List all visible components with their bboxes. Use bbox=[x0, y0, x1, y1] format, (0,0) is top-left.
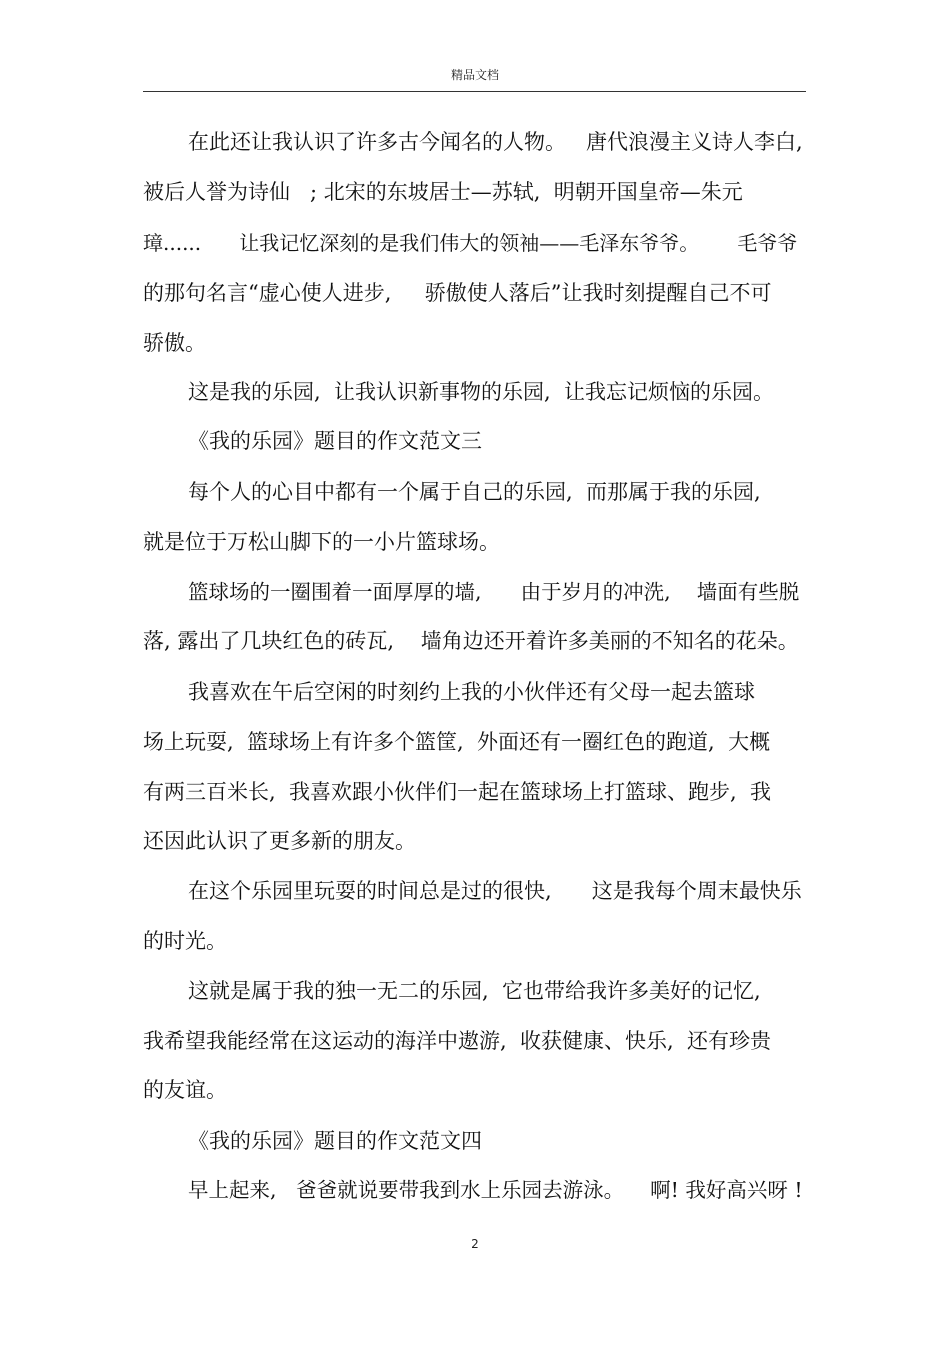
text-line: 的时光。 bbox=[143, 929, 227, 953]
text-line: 我希望我能经常在这运动的海洋中遨游, 收获健康、快乐, 还有珍贵 bbox=[143, 1029, 772, 1053]
text-line: 我喜欢在午后空闲的时刻约上我的小伙伴还有父母一起去篮球 bbox=[188, 680, 755, 704]
text-line: 落, 露出了几块红色的砖瓦, 墙角边还开着许多美丽的不知名的花朵。 bbox=[143, 629, 799, 653]
text-line: 场上玩耍, 篮球场上有许多个篮筐, 外面还有一圈红色的跑道, 大概 bbox=[143, 730, 771, 754]
text-line: 的友谊。 bbox=[143, 1078, 227, 1102]
page-header-title: 精品文档 bbox=[450, 68, 499, 82]
text-line: 每个人的心目中都有一个属于自己的乐园, 而那属于我的乐园, bbox=[188, 480, 761, 504]
page-number: 2 bbox=[471, 1237, 479, 1251]
text-line: 篮球场的一圈围着一面厚厚的墙, 由于岁月的冲洗, 墙面有些脱 bbox=[188, 580, 800, 604]
text-line: 的那句名言“虚心使人进步, 骄傲使人落后”让我时刻提醒自己不可 bbox=[143, 281, 772, 305]
text-line: 骄傲。 bbox=[143, 331, 206, 355]
text-line: 早上起来, 爸爸就说要带我到水上乐园去游泳。 啊! 我好高兴呀 ! bbox=[188, 1178, 803, 1202]
text-line: 这就是属于我的独一无二的乐园, 它也带给我许多美好的记忆, bbox=[188, 979, 761, 1003]
section-heading: 《我的乐园》题目的作文范文四 bbox=[188, 1129, 482, 1153]
text-line: 在这个乐园里玩耍的时间总是过的很快, 这是我每个周末最快乐 bbox=[188, 879, 802, 903]
text-line: 被后人誉为诗仙 ; 北宋的东坡居士—苏轼, 明朝开国皇帝—朱元 bbox=[143, 180, 743, 204]
section-heading: 《我的乐园》题目的作文范文三 bbox=[188, 429, 482, 453]
text-line: 璋...... 让我记忆深刻的是我们伟大的领袖——毛泽东爷爷。 毛爷爷 bbox=[143, 231, 798, 255]
text-line: 在此还让我认识了许多古今闻名的人物。 唐代浪漫主义诗人李白, bbox=[188, 130, 803, 154]
text-line: 有两三百米长, 我喜欢跟小伙伴们一起在篮球场上打篮球、跑步, 我 bbox=[143, 780, 772, 804]
text-line: 还因此认识了更多新的朋友。 bbox=[143, 829, 416, 853]
text-line: 就是位于万松山脚下的一小片篮球场。 bbox=[143, 530, 500, 554]
header-divider bbox=[143, 91, 806, 92]
text-line: 这是我的乐园, 让我认识新事物的乐园, 让我忘记烦恼的乐园。 bbox=[188, 380, 775, 404]
